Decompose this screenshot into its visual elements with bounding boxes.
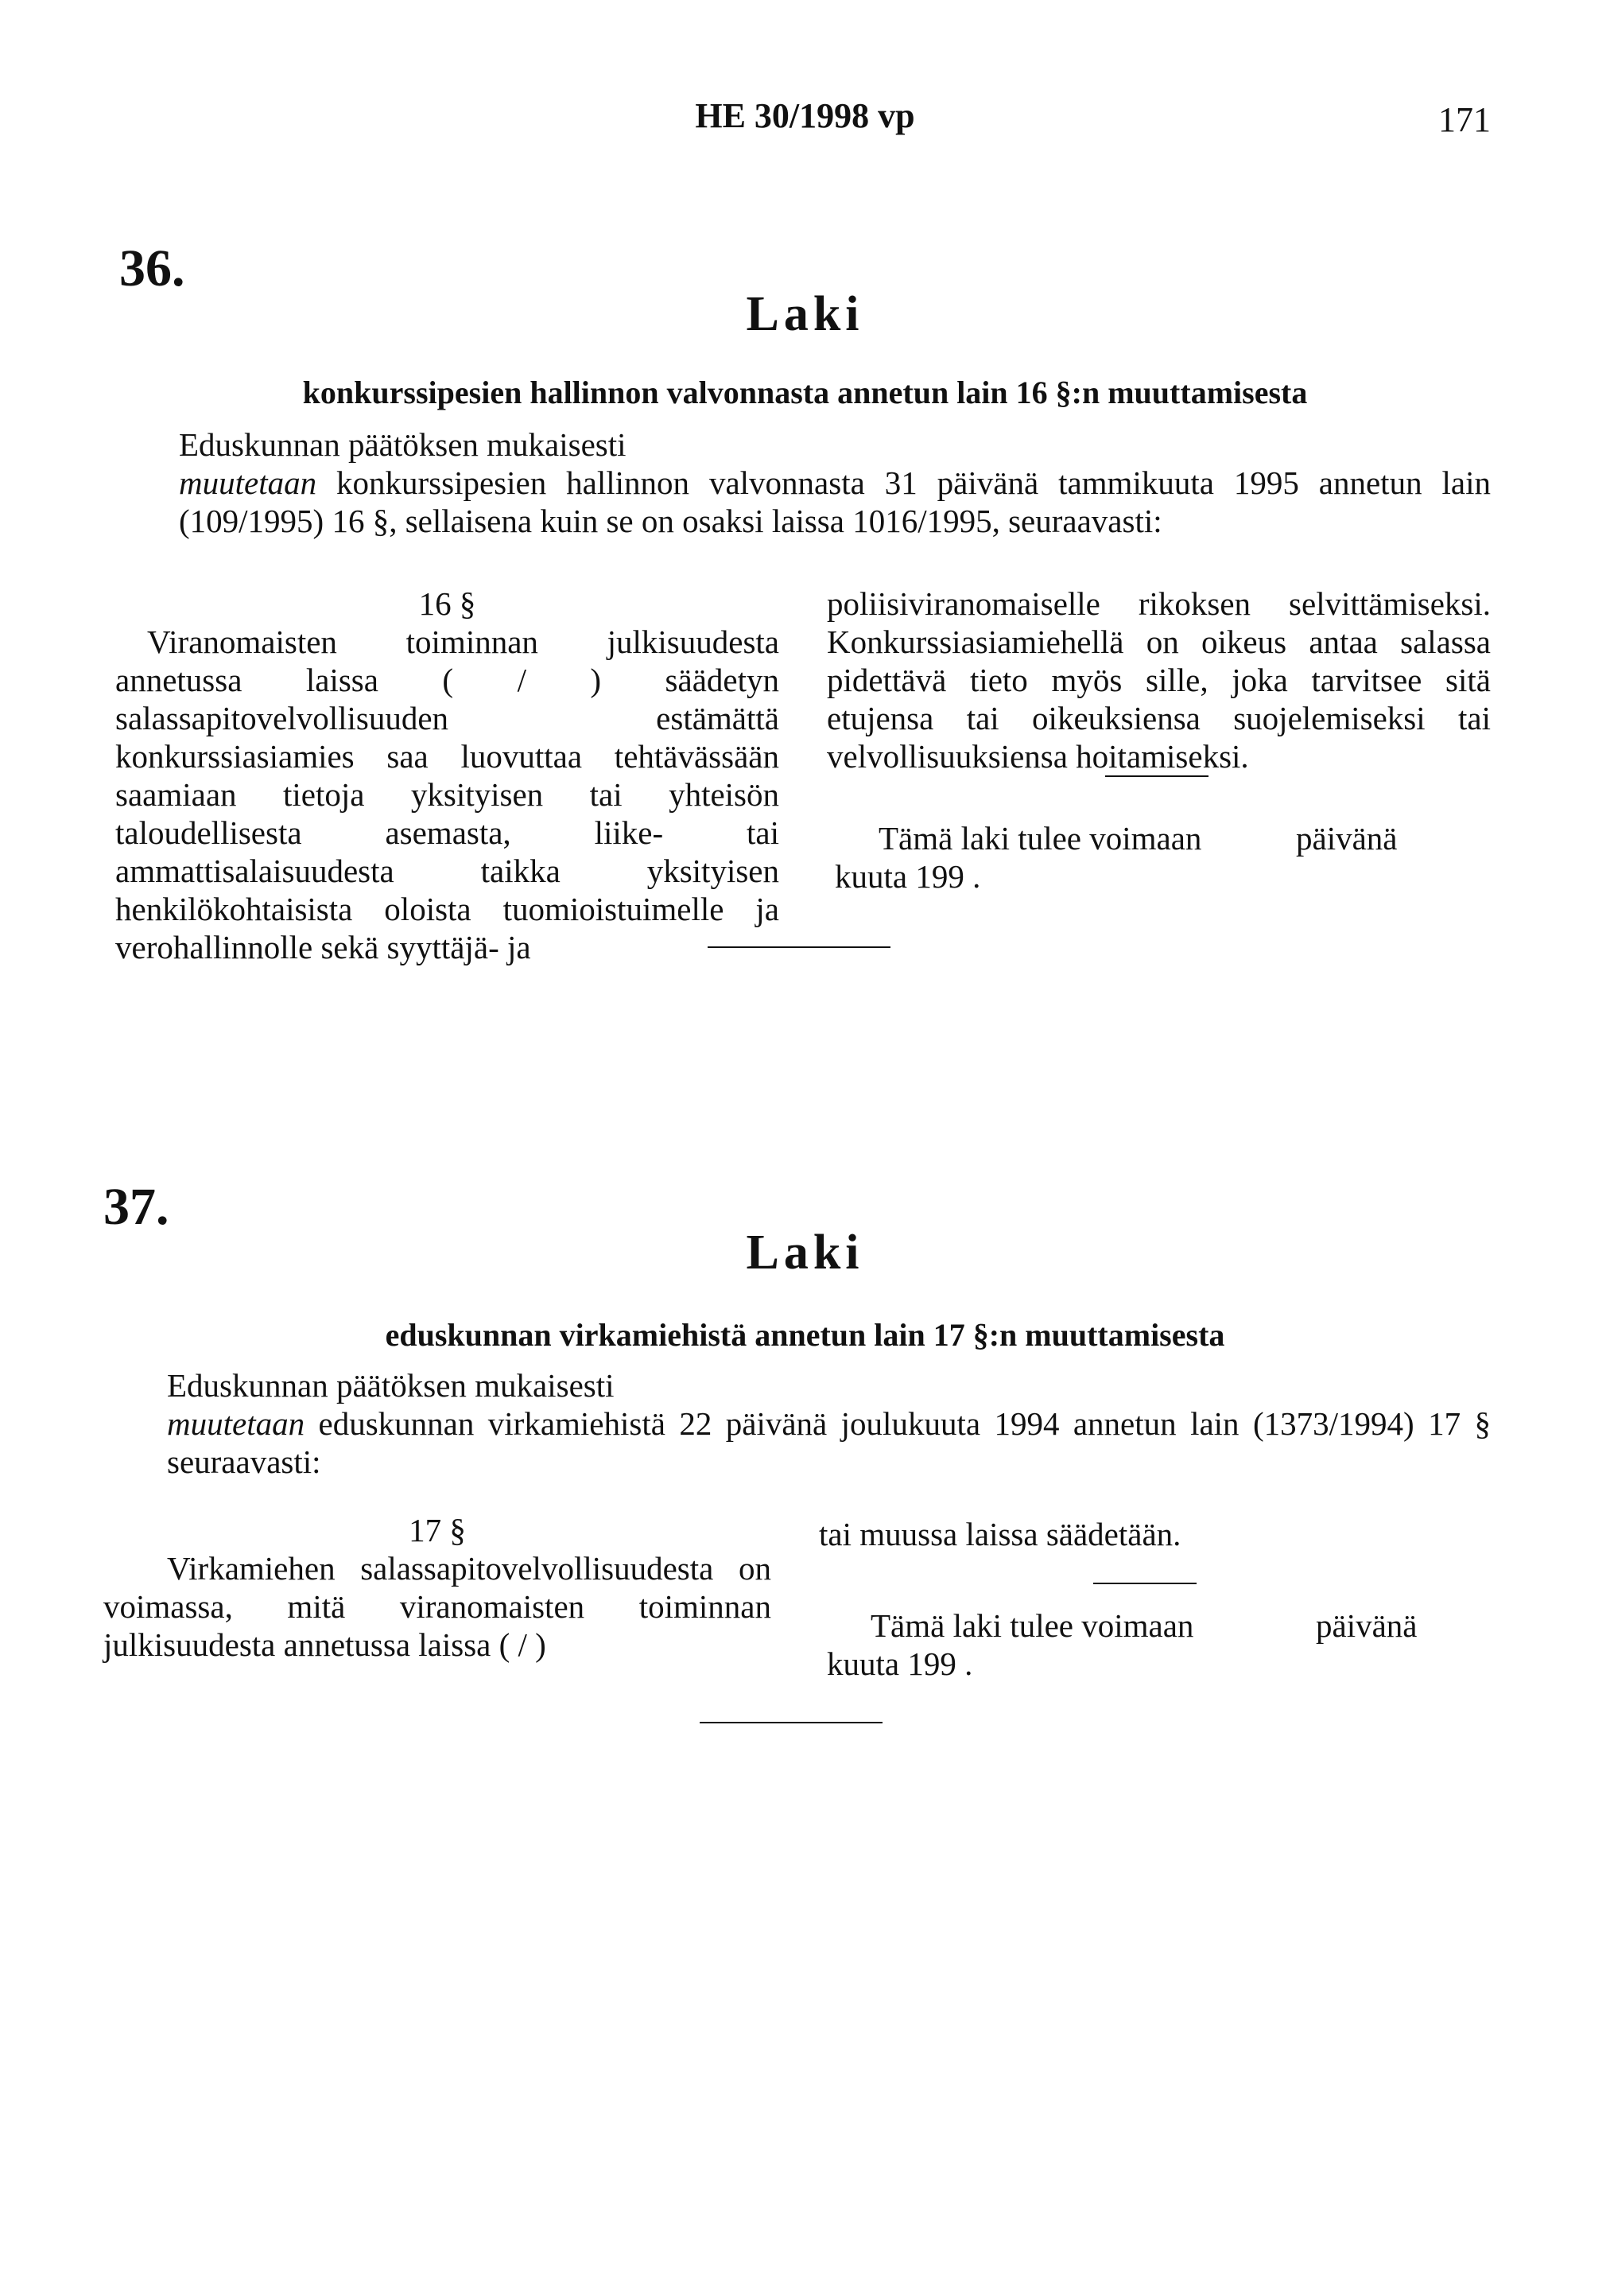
paragraph-text-left: Viranomaisten toiminnan julkisuudesta annetussa laissa ( / ) säädetyn salassapitovelvollisuuden estämättä konkurssiasiamies saa luovuttaa tehtävässään saamiaan tietoja yksityisen tai yhteisön taloudellisesta asemasta, liike- tai ammattisalaisuudesta taikka yksityisen henkilökohtaisista oloista tuomioistuimelle ja verohallinnolle sekä syyttäjä- ja [115,624,779,965]
amendment-clause [115,464,1491,540]
effect-text: Tämä laki tulee voimaan [871,1607,1194,1644]
section-number: 36. [119,239,185,297]
amendment-text: konkurssipesien hallinnon valvonnasta 31 päivänä tammikuuta 1995 annetun lain (109/1995) 16 §, sellaisena kuin se on osaksi laissa 1016/1995, seuraavasti: [179,464,1491,539]
left-column [103,1511,771,1664]
amendment-text: eduskunnan virkamiehistä 22 päivänä joulukuuta 1994 annetun lain (1373/1994) 17 § seuraavasti: [167,1405,1491,1480]
effect-month: kuuta 199 . [827,1645,973,1682]
right-column [819,1515,1487,1553]
section-end-rule [708,946,890,948]
effect-day: päivänä [1296,820,1398,857]
law-title: Laki [746,1226,864,1280]
left-column [115,585,779,966]
right-column [827,585,1491,775]
amendment-clause [103,1404,1491,1481]
section-end-rule [700,1722,883,1723]
paragraph-text-left: Virkamiehen salassapitovelvollisuudesta on voimassa, mitä viranomaisten toiminnan julkisuudesta annetussa laissa ( / ) [103,1550,771,1663]
law-title: Laki [746,287,864,341]
effect-day: päivänä [1316,1607,1418,1644]
divider [1105,775,1208,777]
law-subtitle: konkurssipesien hallinnon valvonnasta annetun lain 16 §:n muuttamisesta [302,375,1308,410]
paragraph-text-right: tai muussa laissa säädetään. [819,1516,1181,1552]
law-subtitle: eduskunnan virkamiehistä annetun lain 17 §:n muuttamisesta [385,1317,1225,1353]
page-number: 171 [1438,100,1491,139]
amendment-verb: muutetaan [179,464,317,501]
effect-month: kuuta 199 . [835,858,981,895]
amendment-verb: muutetaan [167,1405,305,1442]
effect-text: Tämä laki tulee voimaan [879,820,1202,857]
entry-into-force [879,819,1467,857]
enactment-clause: Eduskunnan päätöksen mukaisesti [167,1367,615,1404]
divider [1093,1583,1197,1584]
paragraph-heading: 17 § [409,1512,466,1548]
section-number: 37. [103,1178,169,1236]
paragraph-text-right: poliisiviranomaiselle rikoksen selvittämiseksi. Konkurssiasiamiehellä on oikeus antaa salassa pidettävä tieto myös sille, joka tarvitsee sitä etujensa tai oikeuksiensa suojelemiseksi tai velvollisuuksiensa hoitamiseksi. [827,585,1491,775]
running-header: HE 30/1998 vp [695,96,915,135]
paragraph-heading: 16 § [418,585,476,622]
intro-block [115,425,1491,540]
entry-into-force [871,1606,1475,1645]
enactment-clause: Eduskunnan päätöksen mukaisesti [179,426,627,463]
intro-block [103,1366,1491,1481]
